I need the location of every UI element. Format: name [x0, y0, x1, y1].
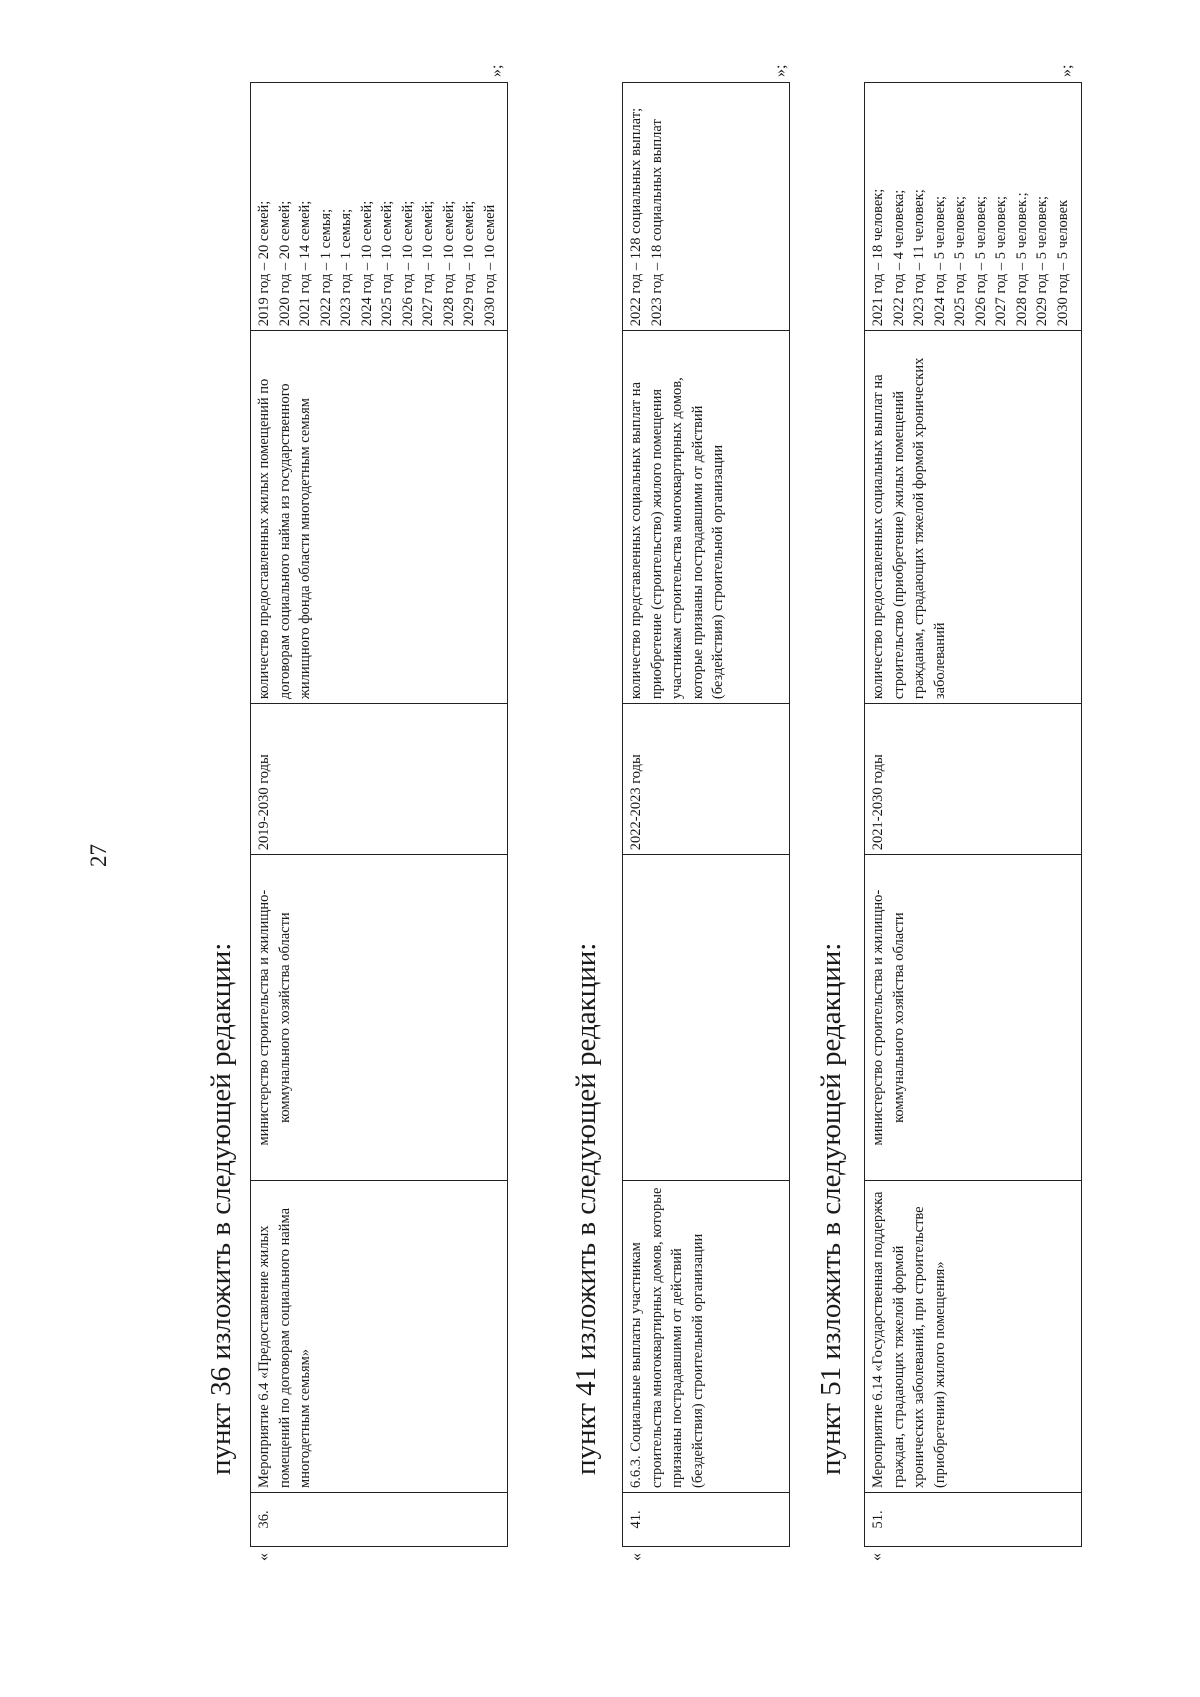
value-line: 2023 год – 11 человек;	[911, 189, 927, 327]
close-quote-36: »;	[488, 64, 505, 77]
implementation-period: 2019-2030 годы	[251, 704, 508, 855]
value-line: 2019 год – 20 семей;	[256, 200, 272, 327]
value-line: 2021 год – 14 семей;	[297, 200, 313, 327]
open-quote-36: «	[255, 1553, 272, 1561]
value-line: 2024 год – 10 семей;	[358, 200, 375, 327]
row-number: 51.	[865, 1492, 1082, 1546]
close-quote-51: »;	[1058, 64, 1075, 77]
indicator-description: количество предоставленных жилых помещений по договорам социального найма из государственного жилищного фонда области многодетным семьям	[251, 331, 508, 704]
measure-name: 6.6.3. Социальные выплаты участникам строительства многоквартирных домов, которые признаны пострадавшими от действий (бездействия) строительной организации	[623, 1181, 790, 1493]
indicator-values	[623, 83, 790, 331]
indicator-values	[865, 83, 1082, 331]
indicator-description: количество предоставленных социальных выплат на строительство (приобретение) жилых помещений гражданам, страдающих тяжелой формой хронических заболеваний	[865, 331, 1082, 704]
value-line: 2027 год – 10 семей;	[420, 200, 436, 327]
value-line: 2022 год – 4 человека;	[890, 189, 907, 327]
implementation-period: 2022-2023 годы	[623, 704, 790, 855]
section-heading-51: пункт 51 изложить в следующей редакции:	[815, 942, 847, 1475]
indicator-values	[251, 83, 508, 331]
value-line: 2030 год – 10 семей	[481, 204, 498, 327]
value-line: 2021 год – 18 человек;	[870, 188, 886, 327]
value-line: 2030 год – 5 человек	[1054, 199, 1071, 327]
close-quote-41: »;	[772, 64, 789, 77]
value-line: 2022 год – 1 семья;	[317, 208, 334, 327]
indicator-description: количество представленных социальных выплат на приобретение (строительство) жилого помещения участникам строительства многоквартирных домов, которые признаны пострадавшими от действий (бездействия) строительной организации	[623, 331, 790, 704]
page-number: 27	[86, 844, 111, 867]
measure-name: Мероприятие 6.14 «Государственная поддержка граждан, страдающих тяжелой формой хронических заболеваний, при строительстве (приобретении) жилого помещения»	[865, 1181, 1082, 1493]
value-line: 2029 год – 5 человек;	[1034, 195, 1050, 327]
measure-name: Мероприятие 6.4 «Предоставление жилых помещений по договорам социального найма многодетным семьям»	[251, 1181, 508, 1493]
value-line: 2027 год – 5 человек;	[993, 195, 1009, 327]
responsible-organization	[623, 855, 790, 1181]
section-heading-36: пункт 36 изложить в следующей редакции:	[205, 942, 237, 1475]
row-number: 36.	[251, 1492, 508, 1546]
open-quote-41: «	[628, 1553, 645, 1561]
value-line: 2022 год – 128 социальных выплат;	[628, 107, 644, 327]
table-row-36	[250, 82, 508, 1547]
table-row-51	[864, 82, 1082, 1547]
open-quote-51: «	[868, 1553, 885, 1561]
responsible-organization: министерство строительства и жилищно-коммунального хозяйства области	[251, 855, 508, 1181]
row-number: 41.	[623, 1492, 790, 1546]
value-line: 2025 год – 5 человек;	[952, 195, 968, 327]
implementation-period: 2021-2030 годы	[865, 704, 1082, 855]
responsible-organization: министерство строительства и жилищно-коммунального хозяйства области	[865, 855, 1082, 1181]
section-heading-41: пункт 41 изложить в следующей редакции:	[570, 942, 602, 1475]
value-line: 2028 год – 10 семей;	[440, 200, 457, 327]
value-line: 2023 год – 1 семья;	[338, 208, 354, 327]
value-line: 2026 год – 5 человек;	[972, 195, 989, 327]
value-line: 2020 год – 20 семей;	[276, 200, 293, 327]
table-row-41	[622, 82, 790, 1547]
value-line: 2025 год – 10 семей;	[379, 200, 395, 327]
value-line: 2029 год – 10 семей;	[461, 200, 477, 327]
value-line: 2026 год – 10 семей;	[399, 200, 416, 327]
value-line: 2028 год – 5 человек.;	[1013, 192, 1030, 327]
value-line: 2023 год – 18 социальных выплат	[648, 119, 665, 327]
value-line: 2024 год – 5 человек;	[931, 195, 948, 327]
